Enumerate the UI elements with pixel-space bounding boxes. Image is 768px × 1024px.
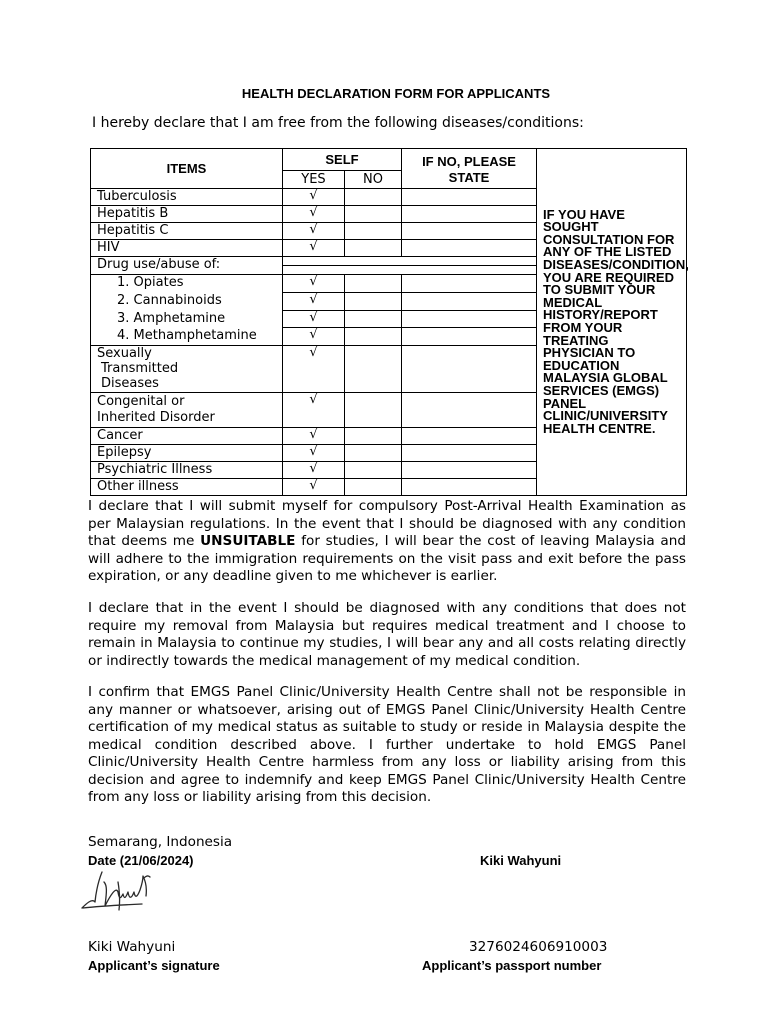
passport-label: Applicant’s passport number [422,958,602,973]
intro-text: I hereby declare that I am free from the following diseases/conditions: [92,115,584,131]
drug-heading: Drug use/abuse of: [91,257,283,275]
yes-tick: √ [283,223,345,240]
yes-tick: √ [283,189,345,206]
sti-line-1: Sexually [97,346,152,361]
item-label: 3. Amphetamine [91,311,283,328]
item-label: Other illness [91,479,283,496]
item-label: Hepatitis C [91,223,283,240]
yes-tick: √ [283,393,345,428]
sti-label [91,346,283,393]
item-label: Cancer [91,428,283,445]
consultation-note: IF YOU HAVE SOUGHT CONSULTATION FOR ANY OF THE LISTED DISEASES/CONDITION, YOU ARE REQUIRED TO SUBMIT YOUR MEDICAL HISTORY/REPORT FROM YOUR TREATING PHYSICIAN TO EDUCATION MALAYSIA GLOBAL SERVICES (EMGS) PANEL CLINIC/UNIVERSITY HEALTH CENTRE. [537,149,687,496]
yes-tick: √ [283,275,345,293]
no-header: NO [345,171,402,189]
form-title: HEALTH DECLARATION FORM FOR APPLICANTS [241,86,551,101]
item-label: HIV [91,240,283,257]
paragraph-1-start: I declare that I will submit myself for compulsory Post-Arrival Health Examination as per Malaysian regulations. In the event that I should be diagnosed with any condition that deems me [88,498,686,549]
signature-label: Applicant’s signature [88,958,220,973]
declaration-table [90,148,687,496]
if-no-header: IF NO, PLEASE STATE [402,149,537,189]
item-label: 4. Methamphetamine [91,328,283,346]
yes-tick: √ [283,293,345,311]
congenital-label [91,393,283,428]
sti-line-3: Diseases [101,376,159,391]
applicant-name-bottom: Kiki Wahyuni [88,939,176,955]
congenital-line-2: Inherited Disorder [97,410,215,425]
self-header: SELF [283,149,402,171]
yes-tick: √ [283,445,345,462]
item-label: Psychiatric Illness [91,462,283,479]
item-label: Tuberculosis [91,189,283,206]
sti-line-2: Transmitted [101,361,179,376]
passport-number: 3276024606910003 [469,939,608,955]
yes-tick: √ [283,206,345,223]
item-label: Epilepsy [91,445,283,462]
paragraph-1-end: for studies, I will bear the cost of leaving Malaysia and will adhere to the immigration requirements on the visit pass and exit before the pass expiration, or any deadline given to me whichever is earlier. [88,533,687,584]
yes-tick: √ [283,428,345,445]
yes-tick: √ [283,311,345,328]
signature-image [80,868,154,916]
paragraph-2: I declare that in the event I should be diagnosed with any conditions that does not require my removal from Malaysia but requires medical treatment and I choose to remain in Malaysia to continue my studies, I will bear any and all costs relating directly or indirectly towards the medical management of my medical condition. [88,600,686,669]
paragraph-3: I confirm that EMGS Panel Clinic/University Health Centre shall not be responsible in any manner or whatsoever, arising out of EMGS Panel Clinic/University Health Centre certification of my medical status as suitable to study or reside in Malaysia despite the medical condition described above. I further undertake to hold EMGS Panel Clinic/University Health Centre harmless from any loss or liability arising from this decision and agree to indemnify and keep EMGS Panel Clinic/University Health Centre from any loss or liability arising from this decision. [88,684,686,805]
item-label: Hepatitis B [91,206,283,223]
yes-tick: √ [283,240,345,257]
paragraph-1 [88,498,686,586]
item-label: 2. Cannabinoids [91,293,283,311]
date-text: Date (21/06/2024) [88,853,194,868]
place-text: Semarang, Indonesia [88,834,233,850]
unsuitable-emphasis: UNSUITABLE [200,533,296,549]
yes-tick: √ [283,462,345,479]
applicant-name-top: Kiki Wahyuni [480,853,562,868]
yes-tick: √ [283,346,345,393]
congenital-line-1: Congenital or [97,394,185,409]
yes-tick: √ [283,479,345,496]
yes-header: YES [283,171,345,189]
item-label: 1. Opiates [91,275,283,293]
items-header: ITEMS [91,149,283,189]
yes-tick: √ [283,328,345,346]
